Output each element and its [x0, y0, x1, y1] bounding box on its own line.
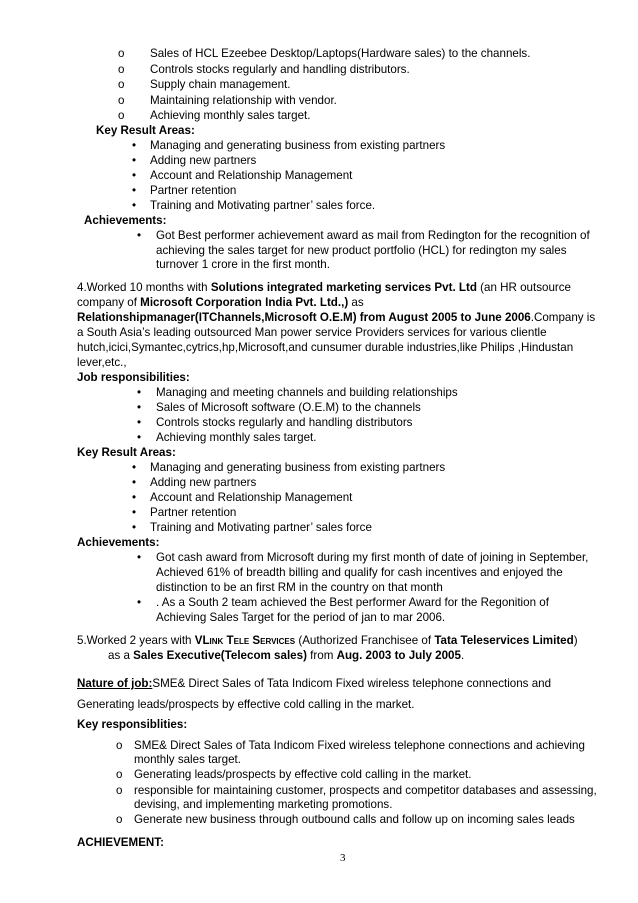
solid-bullet-icon: •: [137, 416, 142, 429]
solid-bullet-icon: •: [137, 229, 142, 242]
list-item: Achieving monthly sales target.: [156, 431, 317, 444]
job-text: 5.Worked 2 years with: [77, 634, 195, 647]
solid-bullet-icon: •: [132, 184, 137, 197]
list-item: Managing and generating business from existing partners: [150, 461, 446, 474]
job-text: as a: [108, 649, 134, 662]
list-item: Managing and meeting channels and building relationships: [156, 386, 458, 399]
section-heading: Achievements:: [84, 214, 167, 227]
list-item: devising, and implementing marketing promotions.: [134, 798, 393, 811]
open-bullet-icon: o: [118, 94, 125, 107]
section-heading: Job responsibilities:: [77, 371, 190, 384]
job-heading-line: [77, 280, 571, 295]
page-number: 3: [340, 852, 346, 864]
list-item: Partner retention: [150, 506, 237, 519]
section-heading: Key Result Areas:: [96, 124, 195, 137]
company-name: Microsoft Corporation India Pvt. Ltd.,): [140, 296, 349, 309]
solid-bullet-icon: •: [137, 401, 142, 414]
list-item: Adding new partners: [150, 476, 257, 489]
list-item: Adding new partners: [150, 154, 257, 167]
job-title: Relationshipmanager(ITChannels,Microsoft O.E.M) from August 2005 to June 2006: [77, 311, 531, 324]
list-item: monthly sales target.: [134, 753, 241, 766]
nature-of-job-label: Nature of job:: [77, 677, 153, 690]
job-heading-line: [108, 648, 464, 663]
list-item: Controls stocks regularly and handling distributors.: [150, 63, 410, 76]
job-text: company of: [77, 296, 141, 309]
section-heading: Key Result Areas:: [77, 446, 176, 459]
open-bullet-icon: o: [118, 78, 125, 91]
nature-of-job-text: SME& Direct Sales of Tata Indicom Fixed wireless telephone connections and: [152, 677, 552, 690]
solid-bullet-icon: •: [132, 169, 137, 182]
job-text: (an HR outsource: [476, 281, 572, 294]
list-item: responsible for maintaining customer, prospects and competitor databases and assessing,: [134, 784, 597, 797]
nature-of-job-line: [77, 676, 607, 691]
solid-bullet-icon: •: [132, 139, 137, 152]
job-text: from: [306, 649, 337, 662]
list-item: SME& Direct Sales of Tata Indicom Fixed wireless telephone connections and achieving: [134, 739, 585, 752]
solid-bullet-icon: •: [137, 386, 142, 399]
section-heading: Achievements:: [77, 536, 160, 549]
job-description: hutch,icici,Symantec,cytrics,hp,Microsoft,and cunsumer durable industries,like Philips ,Hindustan: [77, 341, 574, 354]
list-item: Managing and generating business from existing partners: [150, 139, 446, 152]
company-name: Tata Teleservices Limited: [434, 634, 574, 647]
list-item: Account and Relationship Management: [150, 169, 353, 182]
list-item: Account and Relationship Management: [150, 491, 353, 504]
open-bullet-icon: o: [116, 813, 123, 826]
job-text: .: [460, 649, 465, 662]
nature-of-job-text: Generating leads/prospects by effective cold calling in the market.: [77, 698, 415, 711]
list-item: achieving the sales target for new product portfolio (HCL) for redington my sales: [156, 244, 567, 257]
open-bullet-icon: o: [118, 109, 125, 122]
job-heading-line: [77, 633, 578, 648]
list-item: Achieved 61% of breadth billing and qualify for cash incentives and enjoyed the: [156, 566, 563, 579]
list-item: Achieving monthly sales target.: [150, 109, 311, 122]
list-item: Partner retention: [150, 184, 237, 197]
list-item: turnover 1 crore in the first month.: [156, 258, 330, 271]
open-bullet-icon: o: [116, 739, 123, 752]
job-text: (Authorized Franchisee of: [295, 634, 435, 647]
job-text: as: [348, 296, 364, 309]
job-heading-line: [77, 295, 364, 310]
section-heading: ACHIEVEMENT:: [77, 836, 164, 849]
job-text: ): [573, 634, 578, 647]
list-item: Maintaining relationship with vendor.: [150, 94, 337, 107]
list-item: Controls stocks regularly and handling distributors: [156, 416, 413, 429]
list-item: Sales of HCL Ezeebee Desktop/Laptops(Hardware sales) to the channels.: [150, 47, 531, 60]
solid-bullet-icon: •: [132, 506, 137, 519]
company-name: VLink Tele Services: [194, 634, 296, 647]
job-dates: Aug. 2003 to July 2005: [336, 649, 461, 662]
solid-bullet-icon: •: [132, 199, 137, 212]
solid-bullet-icon: •: [137, 551, 142, 564]
nature-of-job: [77, 676, 551, 691]
job-heading-line: [77, 310, 595, 325]
solid-bullet-icon: •: [132, 154, 137, 167]
list-item: Got Best performer achievement award as mail from Redington for the recognition of: [156, 229, 590, 242]
job-title: Sales Executive(Telecom sales): [133, 649, 307, 662]
open-bullet-icon: o: [116, 768, 123, 781]
open-bullet-icon: o: [118, 47, 125, 60]
solid-bullet-icon: •: [137, 596, 142, 609]
job-text: 4.Worked 10 months with: [77, 281, 211, 294]
list-item: Generating leads/prospects by effective cold calling in the market.: [134, 768, 472, 781]
job-description: a South Asia’s leading outsourced Man power service Providers services for various clientle: [77, 326, 547, 339]
list-item: . As a South 2 team achieved the Best performer Award for the Regonition of: [156, 596, 549, 609]
open-bullet-icon: o: [118, 63, 125, 76]
solid-bullet-icon: •: [132, 461, 137, 474]
list-item: Generate new business through outbound calls and follow up on incoming sales leads: [134, 813, 575, 826]
list-item: Sales of Microsoft software (O.E.M) to the channels: [156, 401, 421, 414]
list-item: Supply chain management.: [150, 78, 291, 91]
job-text: .Company is: [530, 311, 596, 324]
list-item: distinction to be an first RM in the country on that month: [156, 581, 443, 594]
list-item: Achieving Sales Target for the period of jan to mar 2006.: [156, 611, 446, 624]
open-bullet-icon: o: [116, 784, 123, 797]
solid-bullet-icon: •: [132, 521, 137, 534]
company-name: Solutions integrated marketing services Pvt. Ltd: [210, 281, 477, 294]
solid-bullet-icon: •: [137, 431, 142, 444]
list-item: Training and Motivating partner’ sales force.: [150, 199, 376, 212]
solid-bullet-icon: •: [132, 491, 137, 504]
job-description: lever,etc.,: [77, 356, 127, 369]
list-item: Training and Motivating partner’ sales force: [150, 521, 372, 534]
list-item: Got cash award from Microsoft during my first month of date of joining in September,: [156, 551, 589, 564]
solid-bullet-icon: •: [132, 476, 137, 489]
section-heading: Key responsiblities:: [77, 718, 188, 731]
